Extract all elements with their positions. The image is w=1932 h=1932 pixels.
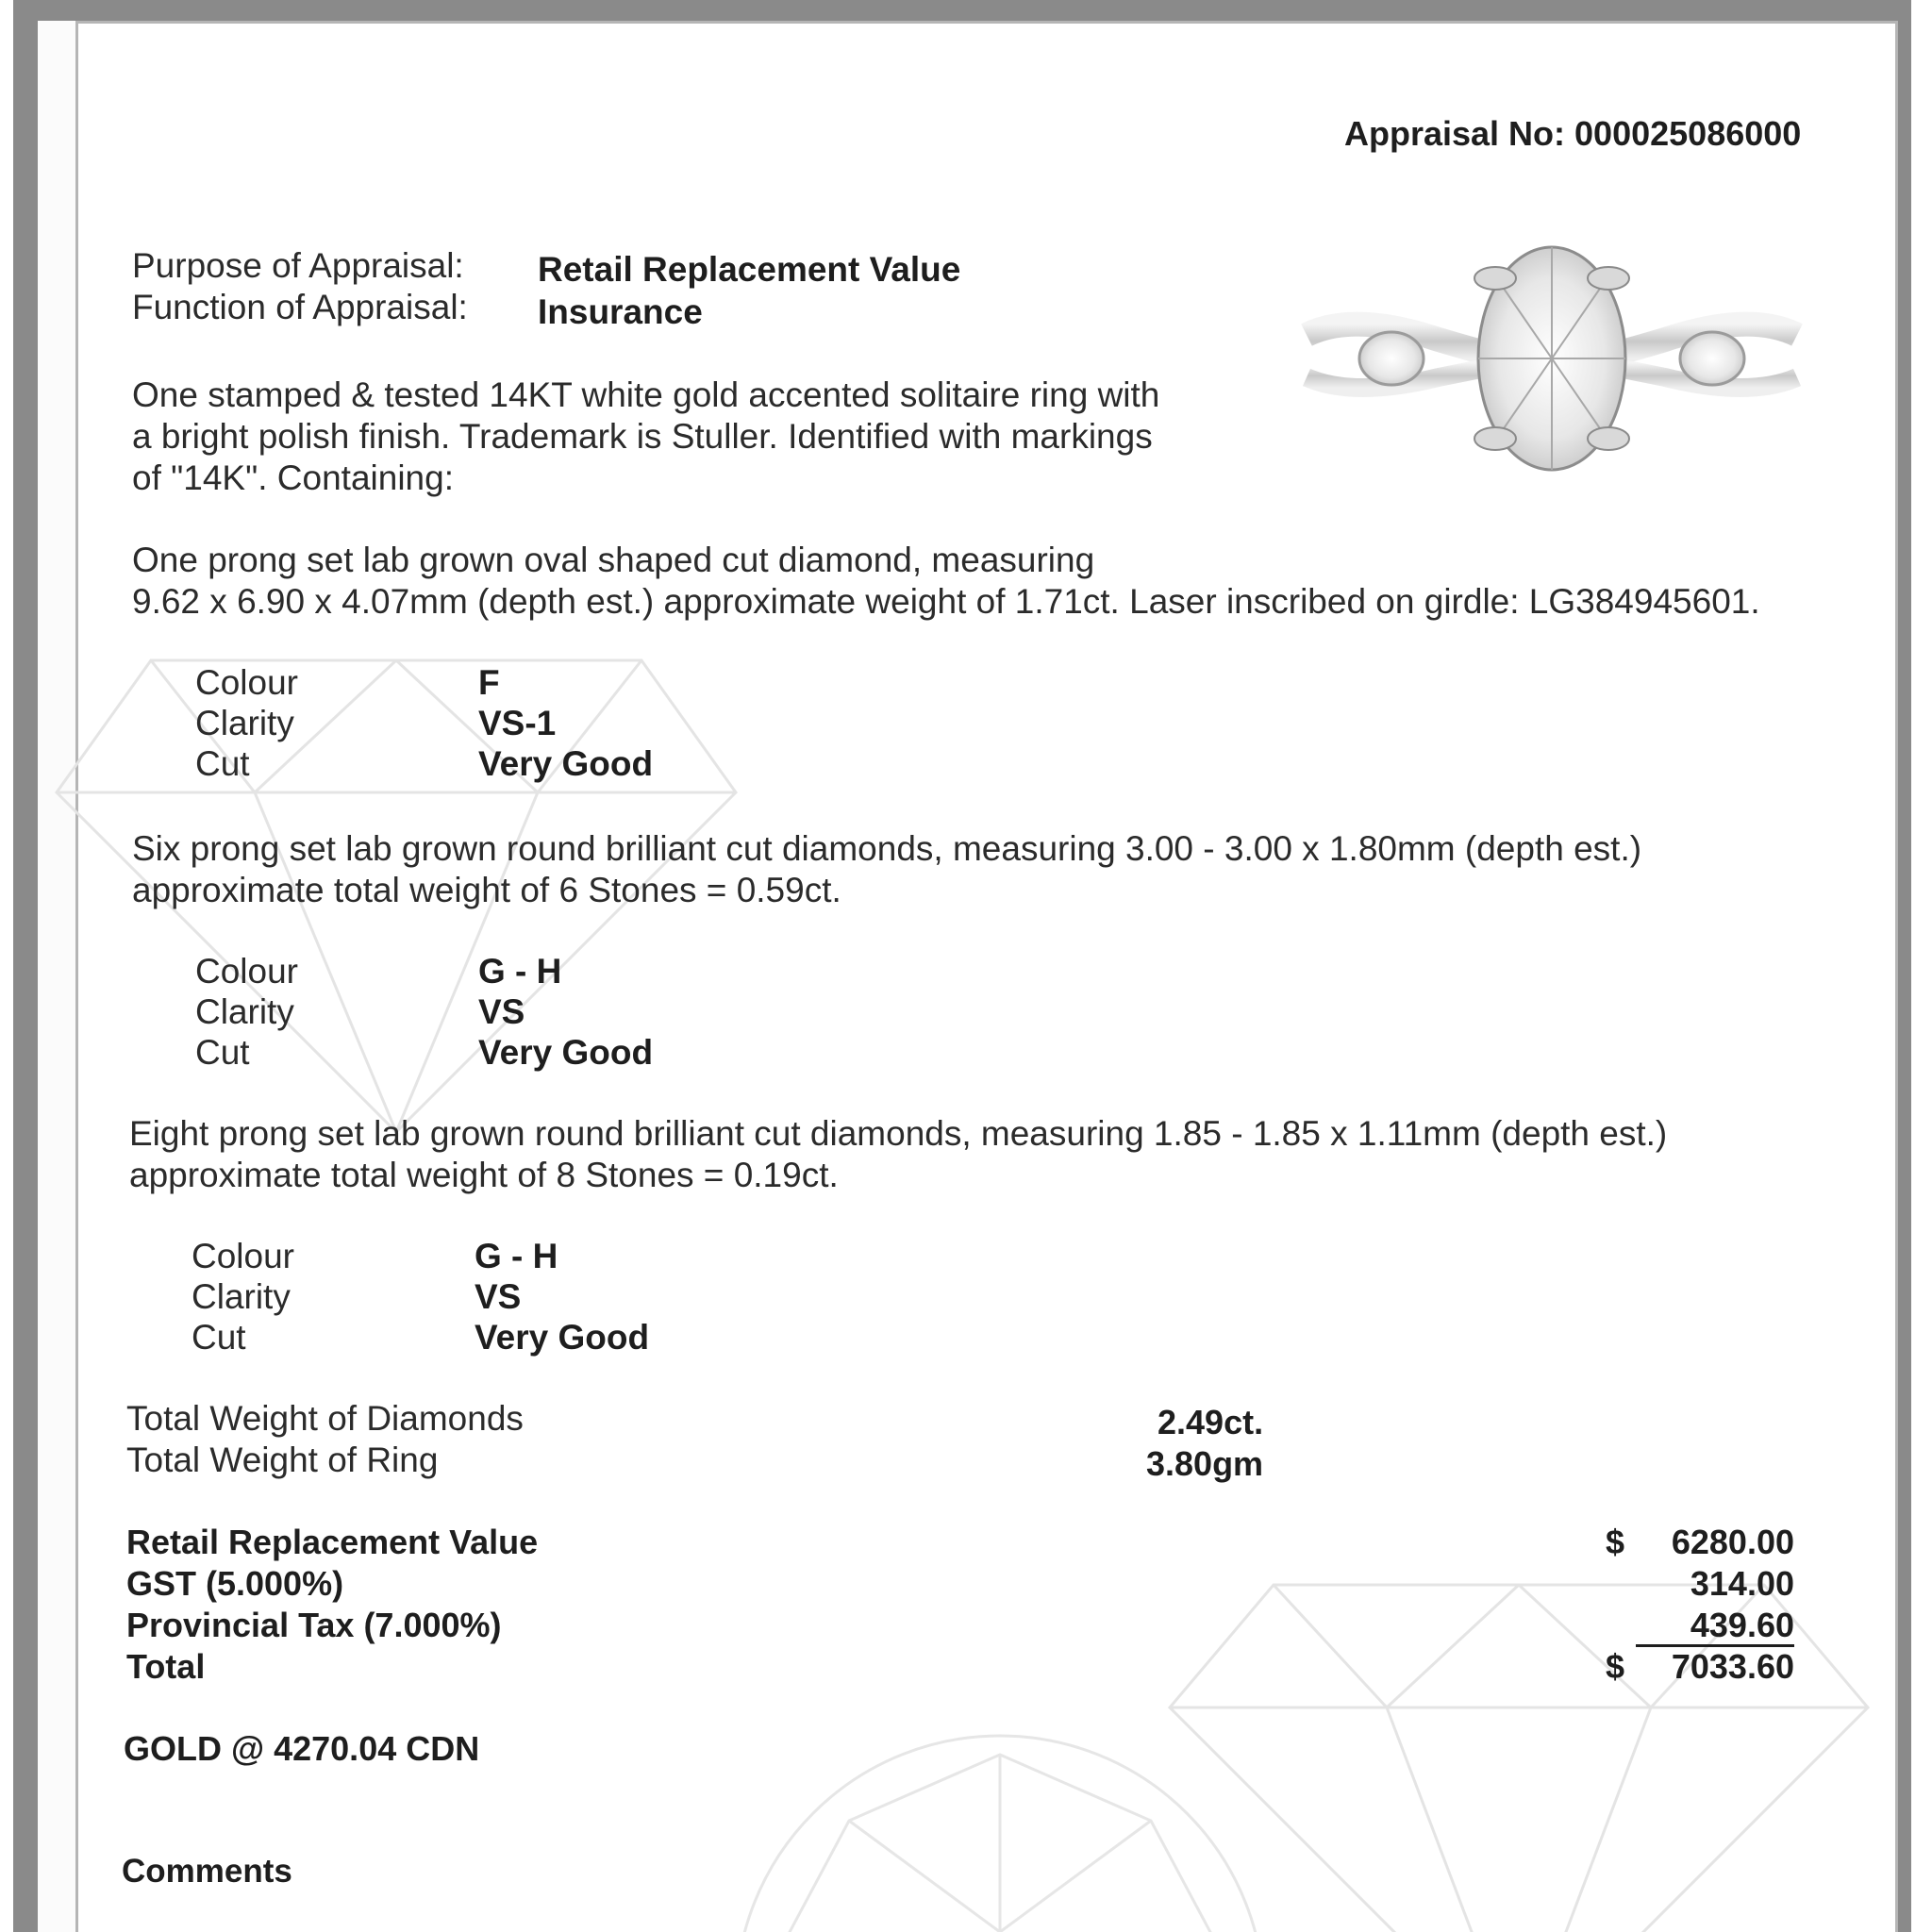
function-label: Function of Appraisal: — [132, 288, 468, 326]
description-line: approximate total weight of 8 Stones = 0.19ct. — [129, 1156, 839, 1194]
description-line: of "14K". Containing: — [132, 458, 454, 497]
valuation-row-total — [126, 1647, 1794, 1689]
description-line: 9.62 x 6.90 x 4.07mm (depth est.) approximate weight of 1.71ct. Laser inscribed on girdle: LG384945601. — [132, 582, 1760, 621]
grade-label: Clarity — [195, 704, 294, 742]
purpose-label: Purpose of Appraisal: — [132, 246, 464, 285]
description-line: Eight prong set lab grown round brilliant cut diamonds, measuring 1.85 - 1.85 x 1.11mm (depth est.) — [129, 1114, 1668, 1153]
center-stone-description — [132, 540, 1760, 623]
grade-label: Cut — [192, 1318, 246, 1357]
purpose-value: Retail Replacement Value — [538, 250, 961, 289]
grade-label: Cut — [195, 1033, 250, 1072]
valuation-amount: 314.00 — [1690, 1564, 1794, 1603]
grade-row-cut — [195, 1032, 653, 1073]
total-ring-weight-label: Total Weight of Ring — [126, 1441, 439, 1479]
grade-value: F — [478, 663, 500, 702]
grade-value: G - H — [478, 952, 562, 991]
valuation-label: Provincial Tax (7.000%) — [126, 1606, 502, 1644]
grade-label: Clarity — [192, 1277, 291, 1316]
description-line: Six prong set lab grown round brilliant cut diamonds, measuring 3.00 - 3.00 x 1.80mm (depth est.) — [132, 829, 1642, 868]
grade-label: Colour — [192, 1237, 294, 1275]
grade-row-cut — [195, 743, 653, 784]
valuation-row — [126, 1606, 1794, 1647]
grade-row-cut — [192, 1317, 649, 1357]
ring-photo — [1297, 236, 1807, 491]
valuation-label: Total — [126, 1647, 206, 1686]
currency-symbol: $ — [1606, 1523, 1625, 1561]
total-ring-weight-value: 3.80gm — [1146, 1444, 1264, 1483]
grade-label: Colour — [195, 952, 298, 991]
grade-value: G - H — [475, 1237, 558, 1275]
grade-row-colour — [192, 1236, 649, 1276]
comments-heading: Comments — [122, 1853, 292, 1890]
total-diamond-weight-value: 2.49ct. — [1158, 1403, 1264, 1441]
valuation-row — [126, 1564, 1794, 1606]
grade-value: VS — [475, 1277, 522, 1316]
grade-value: Very Good — [475, 1318, 650, 1357]
valuation-amount: 439.60 — [1690, 1606, 1794, 1644]
accent-group-2-grades — [192, 1236, 649, 1357]
grade-value: VS — [478, 992, 525, 1031]
grade-label: Cut — [195, 744, 250, 783]
grade-label: Colour — [195, 663, 298, 702]
valuation-amount: 6280.00 — [1671, 1523, 1794, 1561]
description-line: One stamped & tested 14KT white gold accented solitaire ring with — [132, 375, 1160, 414]
accent-group-1-description — [132, 828, 1641, 911]
currency-symbol: $ — [1606, 1647, 1625, 1686]
grade-row-colour — [195, 662, 653, 703]
grade-row-clarity — [192, 1276, 649, 1317]
valuation-label: GST (5.000%) — [126, 1564, 344, 1603]
gold-price: GOLD @ 4270.04 CDN — [124, 1729, 480, 1768]
ring-description — [132, 375, 1159, 499]
valuation-amount: 7033.60 — [1671, 1647, 1794, 1686]
appraisal-number: Appraisal No: 000025086000 — [1344, 114, 1802, 153]
description-line: One prong set lab grown oval shaped cut diamond, measuring — [132, 541, 1095, 579]
grade-value: Very Good — [478, 744, 654, 783]
valuation-row — [126, 1523, 1794, 1564]
grade-row-colour — [195, 951, 653, 991]
grade-label: Clarity — [195, 992, 294, 1031]
description-line: a bright polish finish. Trademark is Stuller. Identified with markings — [132, 417, 1153, 456]
center-stone-grades — [195, 662, 653, 784]
grade-value: VS-1 — [478, 704, 557, 742]
function-value: Insurance — [538, 292, 703, 331]
accent-group-1-grades — [195, 951, 653, 1073]
description-line: approximate total weight of 6 Stones = 0.59ct. — [132, 871, 841, 909]
total-diamond-weight-label: Total Weight of Diamonds — [126, 1399, 524, 1438]
grade-row-clarity — [195, 991, 653, 1032]
grade-value: Very Good — [478, 1033, 654, 1072]
valuation-label: Retail Replacement Value — [126, 1523, 539, 1561]
grade-row-clarity — [195, 703, 653, 743]
accent-group-2-description — [129, 1113, 1667, 1196]
